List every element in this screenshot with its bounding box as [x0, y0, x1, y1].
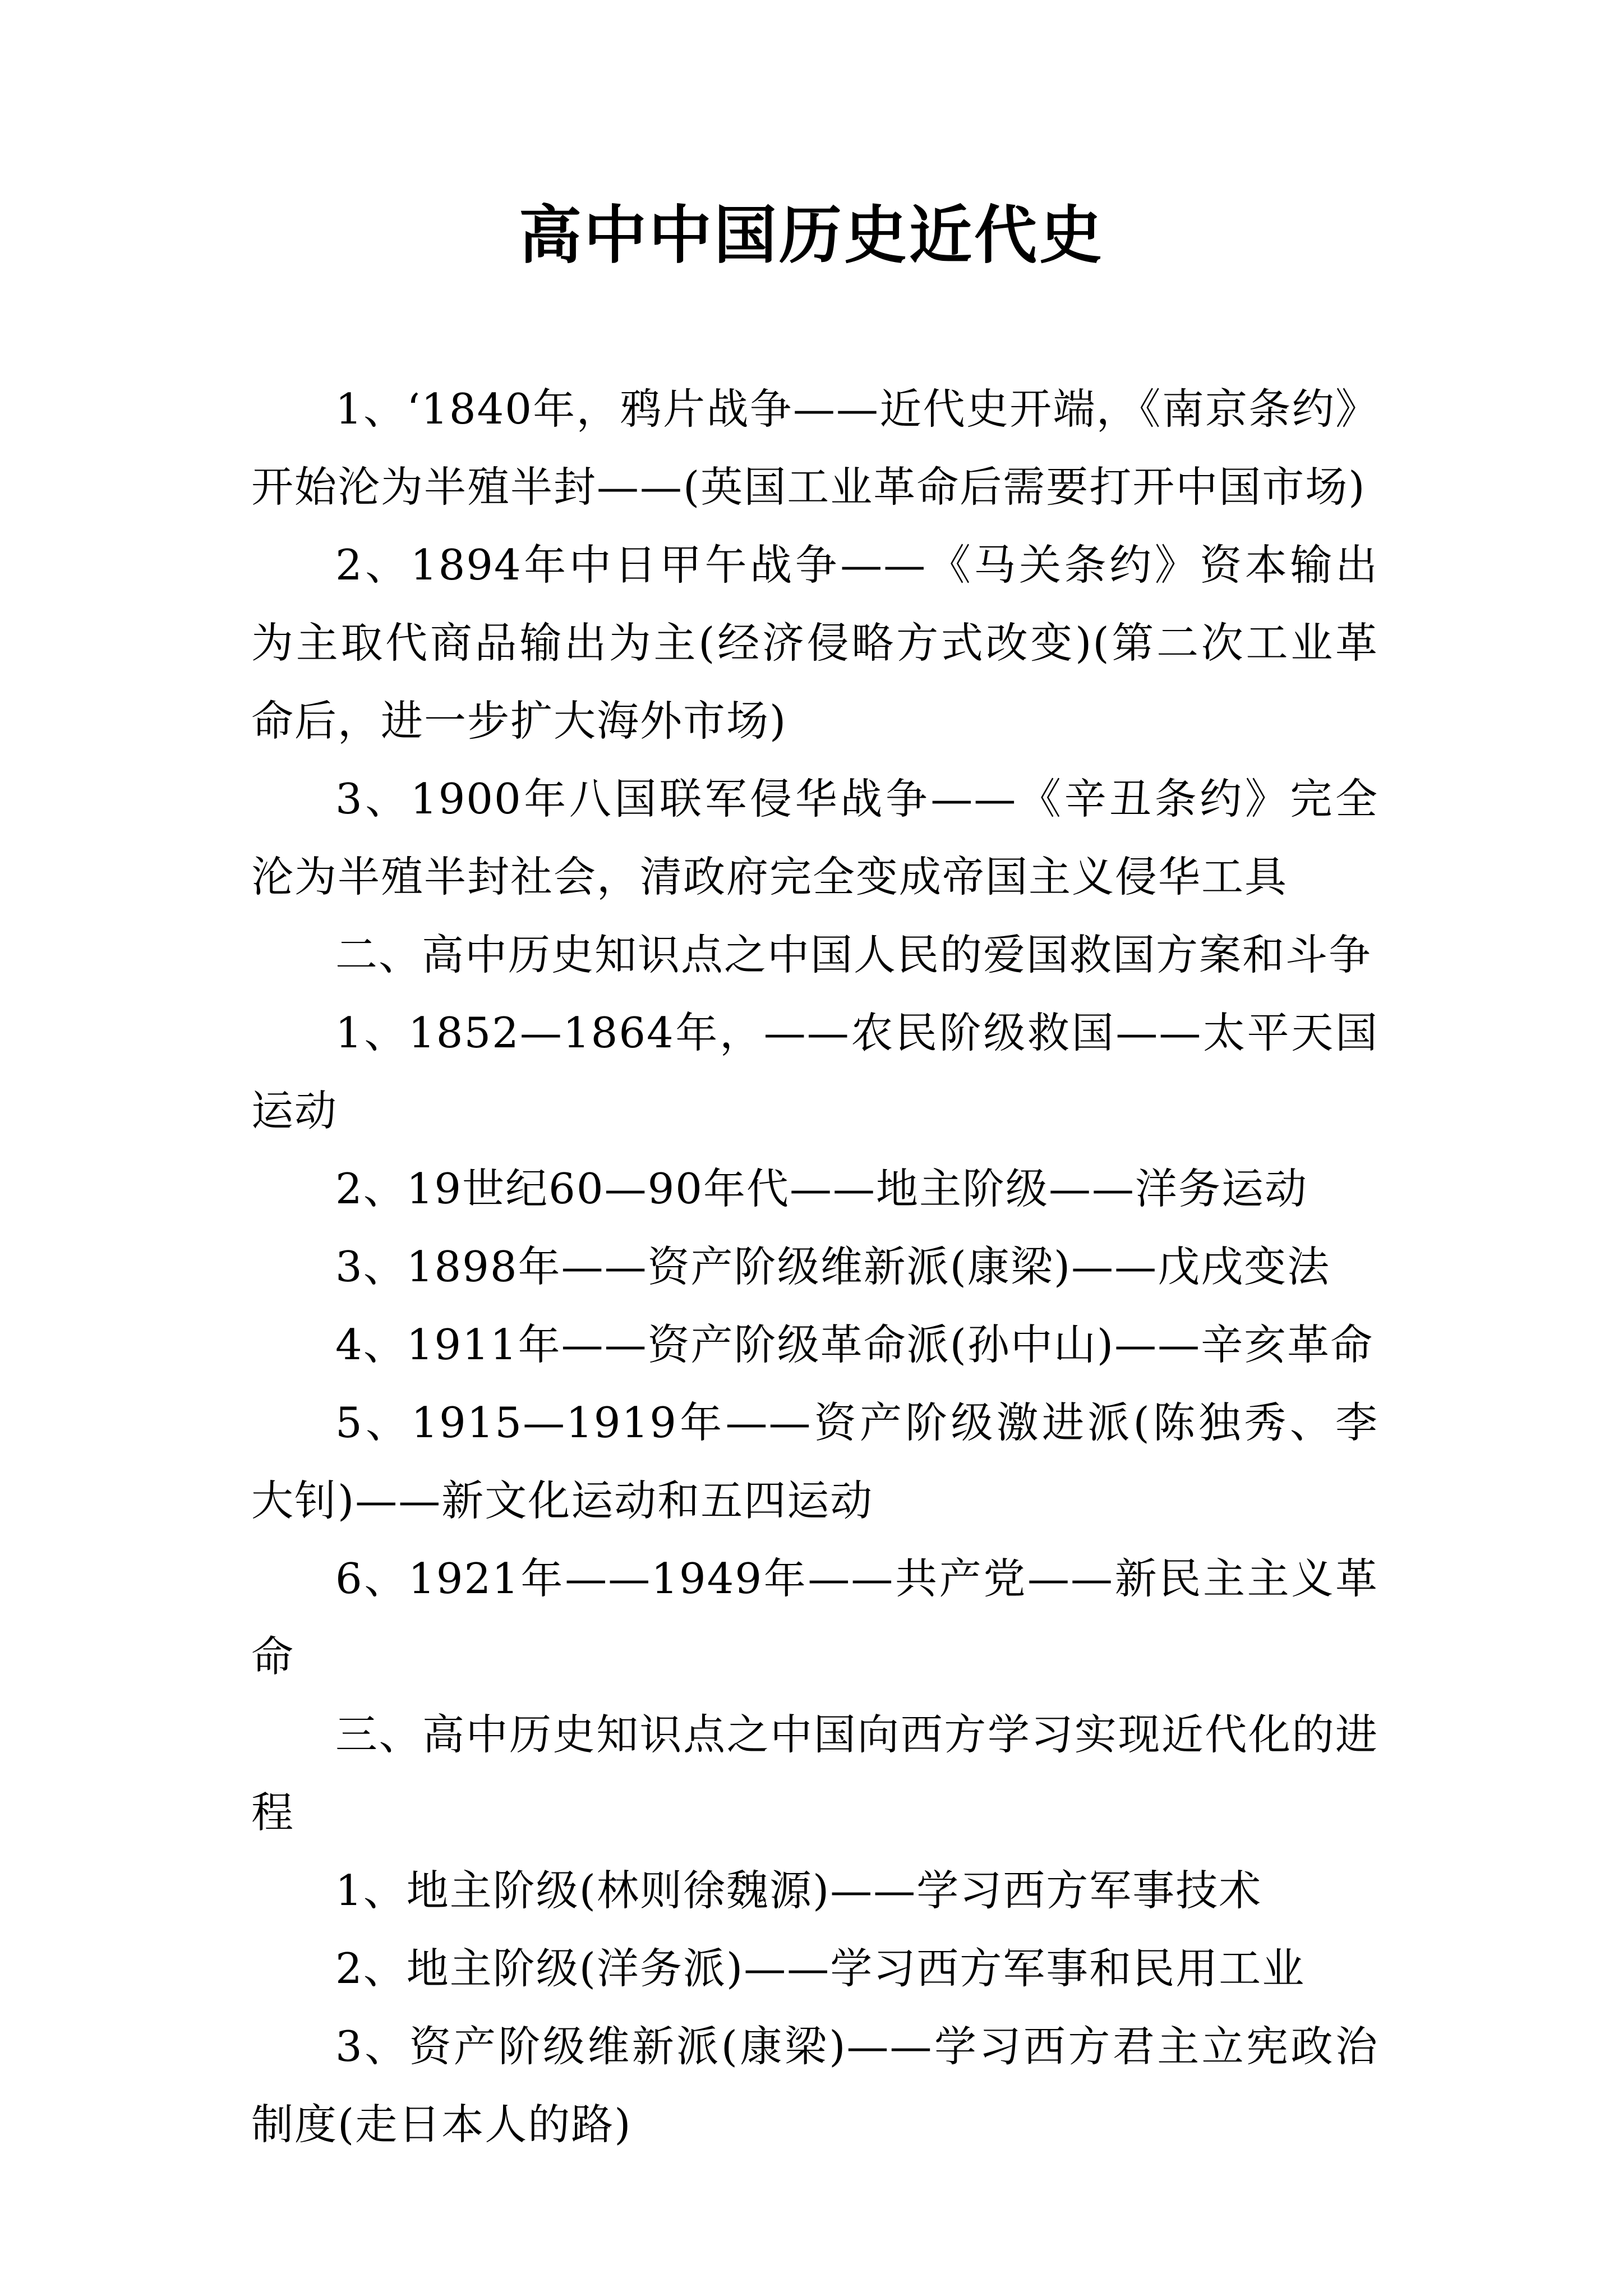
section-heading-modernization: 三、高中历史知识点之中国向西方学习实现近代化的进程 — [251, 1710, 1378, 1837]
paragraph-sino-japanese-war: 2、1894年中日甲午战争——《马关条约》资本输出为主取代商品输出为主(经济侵略方式改变)(第二次工业革命后，进一步扩大海外市场) — [251, 540, 1378, 746]
paragraph-eight-nation-alliance: 3、1900年八国联军侵华战争——《辛丑条约》完全沦为半殖半封社会，清政府完全变成帝国主义侵华工具 — [251, 774, 1378, 901]
document-body — [251, 370, 1378, 2164]
paragraph-constitutional-monarchy: 3、资产阶级维新派(康梁)——学习西方君主立宪政治制度(走日本人的路) — [251, 2022, 1378, 2149]
paragraph-new-democratic-revolution: 6、1921年——1949年——共产党——新民主主义革命 — [251, 1554, 1378, 1681]
paragraph-self-strengthening: 2、19世纪60—90年代——地主阶级——洋务运动 — [335, 1164, 1308, 1213]
paragraph-new-culture-movement: 5、1915—1919年——资产阶级激进派(陈独秀、李大钊)——新文化运动和五四运动 — [251, 1398, 1378, 1525]
paragraph-hundred-days-reform: 3、1898年——资产阶级维新派(康梁)——戊戌变法 — [335, 1242, 1331, 1291]
document-title: 高中中国历史近代史 — [519, 199, 1104, 272]
section-heading-patriotic-struggle: 二、高中历史知识点之中国人民的爱国救国方案和斗争 — [335, 930, 1372, 979]
paragraph-xinhai-revolution: 4、1911年——资产阶级革命派(孙中山)——辛亥革命 — [335, 1320, 1374, 1369]
paragraph-military-technology: 1、地主阶级(林则徐魏源)——学习西方军事技术 — [335, 1866, 1262, 1915]
paragraph-taiping: 1、1852—1864年，——农民阶级救国——太平天国运动 — [251, 1008, 1378, 1135]
paragraph-opium-war: 1、‘1840年，鸦片战争——近代史开端，《南京条约》开始沦为半殖半封——(英国工业革命后需要打开中国市场) — [251, 384, 1378, 512]
paragraph-civil-industry: 2、地主阶级(洋务派)——学习西方军事和民用工业 — [335, 1944, 1306, 1993]
